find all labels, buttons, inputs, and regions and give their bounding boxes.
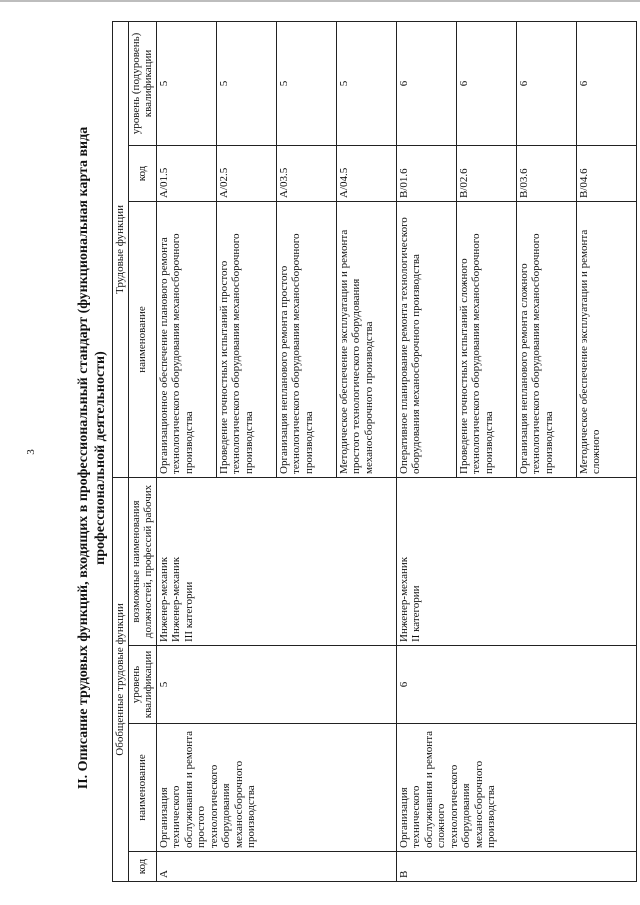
- function-code: A/03.5: [276, 145, 336, 201]
- section-title-line-2: профессиональной деятельности): [93, 351, 108, 565]
- group-positions: [396, 477, 636, 645]
- header-level: уровень квалификации: [128, 646, 156, 724]
- function-level: 5: [276, 21, 336, 145]
- function-level: 5: [336, 21, 396, 145]
- group-name: Организация технического обслуживания и ремонта простого технологического оборудования механосборочного производства: [156, 724, 396, 852]
- group-code: B: [396, 852, 636, 882]
- function-level: 6: [516, 21, 576, 145]
- function-code: A/02.5: [216, 145, 276, 201]
- functional-map-table-frame: [112, 22, 610, 882]
- function-level: 6: [456, 21, 516, 145]
- function-code: B/02.6: [456, 145, 516, 201]
- header-tf-level: уровень (подуровень) квалификации: [128, 21, 156, 145]
- header-code: код: [128, 852, 156, 882]
- function-code: A/01.5: [156, 145, 216, 201]
- function-name: Методическое обеспечение эксплуатации и ремонта простого технологического оборудования механосборочного производства: [336, 201, 396, 477]
- function-code: B/04.6: [576, 145, 636, 201]
- group-positions: [156, 477, 396, 645]
- function-name: Проведение точностных испытаний сложного технологического оборудования механосборочного производства: [456, 201, 516, 477]
- function-name: Оперативное планирование ремонта технологического оборудования механосборочного производства: [396, 201, 456, 477]
- functional-map-table: [112, 21, 637, 882]
- position-item: Инженер-механик: [397, 556, 410, 642]
- function-code: B/03.6: [516, 145, 576, 201]
- function-level: 6: [396, 21, 456, 145]
- header-name: наименование: [128, 724, 156, 852]
- position-item: II категории: [410, 585, 422, 642]
- function-code: B/01.6: [396, 145, 456, 201]
- group-name: Организация технического обслуживания и ремонта сложного технологического оборудования механосборочного производства: [396, 724, 636, 852]
- function-level: 6: [576, 21, 636, 145]
- header-tf-name: наименование: [128, 201, 156, 477]
- function-name: Организационное обеспечение планового ремонта технологического оборудования механосборочного производства: [156, 201, 216, 477]
- function-level: 5: [216, 21, 276, 145]
- table-row: [396, 21, 456, 881]
- group-level: 5: [156, 646, 396, 724]
- header-labor-functions: Трудовые функции: [113, 21, 129, 477]
- header-tf-code: код: [128, 145, 156, 201]
- group-code: A: [156, 852, 396, 882]
- header-positions: возможные наименования должностей, профессий рабочих: [128, 477, 156, 645]
- function-code: A/04.5: [336, 145, 396, 201]
- position-item: III категории: [182, 581, 195, 642]
- function-name: Проведение точностных испытаний простого технологического оборудования механосборочного производства: [216, 201, 276, 477]
- table-row: [156, 21, 216, 881]
- function-name: Организация непланового ремонта сложного технологического оборудования механосборочного производства: [516, 201, 576, 477]
- position-item: Инженер-механик: [157, 556, 170, 642]
- section-title: [75, 108, 109, 808]
- top-edge-line: [0, 0, 640, 2]
- group-level: 6: [396, 646, 636, 724]
- header-generalized-functions: Обобщенные трудовые функции: [113, 477, 129, 881]
- section-title-line-1: II. Описание трудовых функций, входящих в профессиональный стандарт (функциональная карта вида: [76, 126, 91, 790]
- function-name: Организация непланового ремонта простого технологического оборудования механосборочного производства: [276, 201, 336, 477]
- page-number: 3: [25, 449, 37, 455]
- function-name: Методическое обеспечение эксплуатации и ремонта сложного: [576, 201, 636, 477]
- function-level: 5: [156, 21, 216, 145]
- position-item: Инженер-механик: [170, 556, 182, 642]
